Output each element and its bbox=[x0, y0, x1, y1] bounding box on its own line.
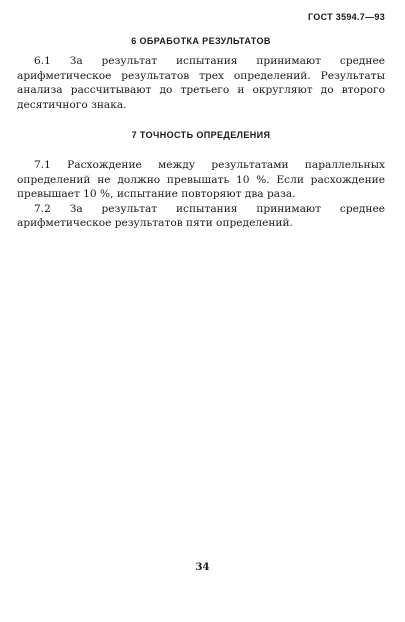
page-body bbox=[17, 36, 385, 231]
section-6-title: 6 ОБРАБОТКА РЕЗУЛЬТАТОВ bbox=[131, 36, 271, 46]
section-7-title: 7 ТОЧНОСТЬ ОПРЕДЕЛЕНИЯ bbox=[131, 130, 271, 140]
paragraph-6-1: 6.1 За результат испытания принимают среднее арифметическое результатов трех определений. Результаты анализа рассчитывают до третьего и округляют до второго десятичного знака. bbox=[17, 55, 385, 111]
paragraph-7-1: 7.1 Расхождение между результатами параллельных определений не должно превышать 10 %. Если расхождение превышает 10 %, испытание повторяют два раза. bbox=[17, 159, 385, 200]
page-number: 34 bbox=[195, 562, 210, 573]
spacer bbox=[17, 112, 385, 130]
document-code: ГОСТ 3594.7—93 bbox=[308, 12, 385, 22]
paragraph-7-2: 7.2 За результат испытания принимают среднее арифметическое результатов пяти определений. bbox=[17, 202, 385, 229]
spacer bbox=[17, 148, 385, 158]
